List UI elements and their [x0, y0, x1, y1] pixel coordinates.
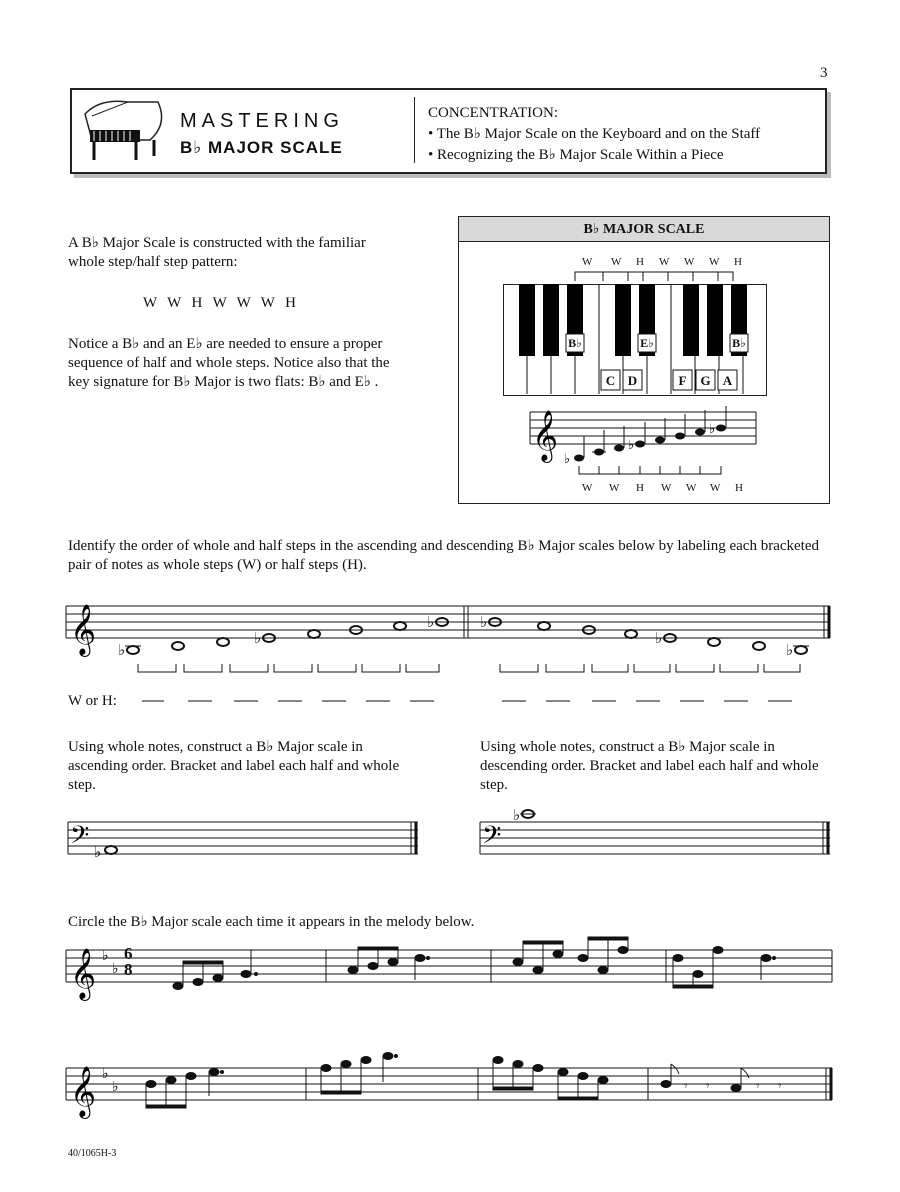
svg-text:𝄾: 𝄾 — [778, 1079, 782, 1094]
white-key-label-g: G — [700, 373, 711, 388]
top-step-6: W — [709, 256, 720, 268]
time-signature-bottom: 8 — [124, 960, 133, 979]
black-key-label-bb-high: B♭ — [732, 336, 746, 350]
svg-text:𝄾: 𝄾 — [706, 1079, 710, 1094]
black-key-label-bb-low: B♭ — [568, 336, 582, 350]
exercise2-left-instruction: Using whole notes, construct a B♭ Major scale in ascending order. Bracket and label each half and whole step. — [68, 739, 400, 793]
step-pattern: W W H W W W H — [143, 295, 298, 311]
svg-text:♭: ♭ — [112, 1079, 119, 1095]
top-step-2: W — [611, 256, 622, 268]
svg-text:𝄢: 𝄢 — [482, 821, 502, 856]
melody-staff-2 — [66, 1058, 836, 1118]
intro-paragraph-1: A B♭ Major Scale is constructed with the familiar whole step/half step pattern: — [68, 235, 366, 270]
top-step-brackets — [570, 268, 750, 282]
white-key-label-a: A — [722, 373, 733, 388]
concentration-item-1: • The B♭ Major Scale on the Keyboard and on the Staff — [428, 126, 761, 142]
svg-text:♭: ♭ — [112, 961, 119, 977]
svg-text:♭: ♭ — [709, 422, 716, 437]
svg-text:♭: ♭ — [427, 613, 435, 631]
svg-text:𝄞: 𝄞 — [532, 410, 559, 461]
svg-text:♭: ♭ — [513, 806, 521, 824]
answer-label: W or H: — [68, 693, 117, 709]
footer-code: 40/1065H-3 — [68, 1148, 117, 1159]
top-step-3: H — [636, 256, 644, 268]
svg-text:♭: ♭ — [94, 843, 102, 861]
exercise2-right-instruction: Using whole notes, construct a B♭ Major scale in descending order. Bracket and label each half and whole step. — [480, 739, 819, 793]
svg-text:𝄢: 𝄢 — [70, 821, 90, 856]
bottom-step-2: W — [609, 482, 620, 494]
header-divider — [414, 97, 415, 163]
svg-text:♭: ♭ — [118, 641, 126, 659]
white-key-label-d: D — [627, 373, 638, 388]
bottom-step-6: W — [710, 482, 721, 494]
svg-text:♭: ♭ — [254, 629, 262, 647]
white-key-label-f: F — [678, 373, 687, 388]
svg-text:♭: ♭ — [102, 1066, 109, 1082]
exercise3-instruction: Circle the B♭ Major scale each time it appears in the melody below. — [68, 914, 475, 930]
concentration-label: CONCENTRATION: — [428, 105, 558, 121]
top-step-7: H — [734, 256, 742, 268]
header-title-line1: MASTERING — [180, 110, 344, 132]
svg-text:♭: ♭ — [480, 613, 488, 631]
page-number: 3 — [820, 65, 828, 81]
svg-text:♭: ♭ — [564, 452, 571, 467]
black-key-label-eb: E♭ — [640, 336, 654, 350]
bottom-step-5: W — [686, 482, 697, 494]
concentration-item-2: • Recognizing the B♭ Major Scale Within a Piece — [428, 147, 724, 163]
grand-piano-icon — [80, 94, 170, 164]
svg-text:♭: ♭ — [102, 948, 109, 964]
bottom-step-1: W — [582, 482, 593, 494]
svg-text:𝄾: 𝄾 — [756, 1079, 760, 1094]
intro-paragraph-2: Notice a B♭ and an E♭ are needed to ensure a proper sequence of half and whole steps. Notice also that the key signature for B♭ Major is two flats: B♭ and E♭ . — [68, 336, 390, 390]
white-key-label-c: C — [605, 373, 616, 388]
time-signature-top: 6 — [124, 944, 133, 963]
svg-text:♭: ♭ — [786, 641, 794, 659]
melody-staff-1 — [66, 940, 836, 1000]
diagram-treble-staff — [520, 400, 760, 490]
exercise1-staff — [66, 598, 836, 688]
top-step-5: W — [684, 256, 695, 268]
top-step-1: W — [582, 256, 593, 268]
svg-text:♭: ♭ — [628, 438, 635, 453]
exercise2-bass-staff-ascending[interactable] — [68, 818, 420, 868]
exercise2-bass-staff-descending[interactable] — [480, 806, 832, 868]
bottom-step-4: W — [661, 482, 672, 494]
svg-text:𝄞: 𝄞 — [70, 604, 97, 655]
bottom-step-3: H — [636, 482, 644, 494]
svg-text:𝄾: 𝄾 — [684, 1079, 688, 1094]
svg-text:𝄞: 𝄞 — [70, 1066, 97, 1117]
exercise1-instruction: Identify the order of whole and half steps in the ascending and descending B♭ Major scales below by labeling each bracketed pair of notes as whole steps (W) or half steps (H). — [68, 538, 819, 573]
top-step-4: W — [659, 256, 670, 268]
scale-diagram-title: B♭ MAJOR SCALE — [583, 222, 705, 237]
svg-text:𝄞: 𝄞 — [70, 948, 97, 999]
answer-blanks[interactable] — [140, 700, 800, 704]
svg-text:♭: ♭ — [655, 629, 663, 647]
bottom-step-7: H — [735, 482, 743, 494]
header-title-line2: B♭ MAJOR SCALE — [180, 138, 343, 157]
